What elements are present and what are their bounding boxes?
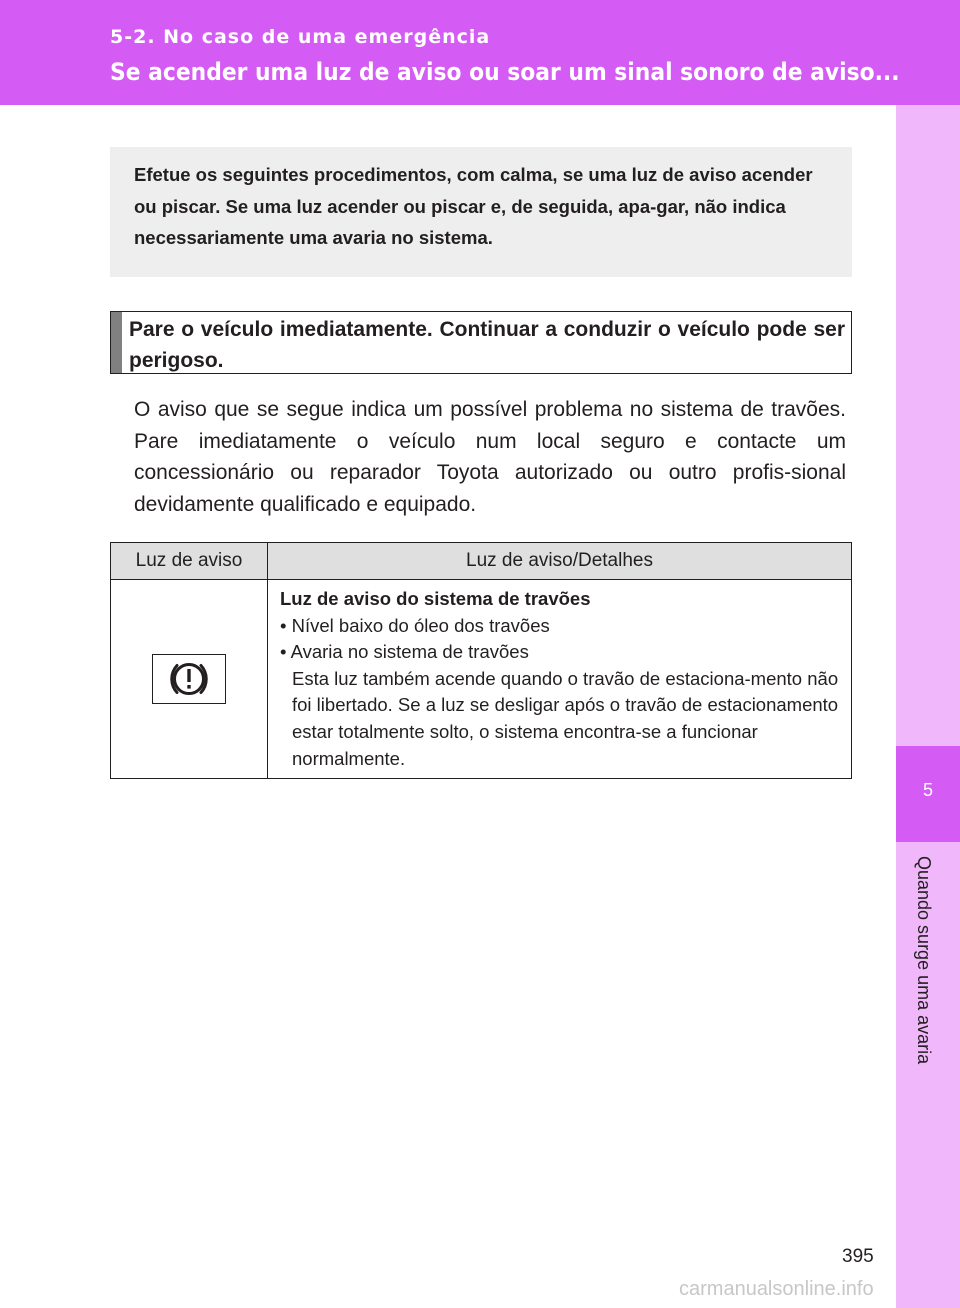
table-header-cell: Luz de aviso bbox=[111, 543, 268, 580]
table-header-row bbox=[111, 543, 852, 580]
list-item: • Avaria no sistema de travões bbox=[280, 641, 529, 663]
warning-box bbox=[110, 311, 852, 374]
list-item: • Nível baixo do óleo dos travões bbox=[280, 614, 550, 636]
page-number: 395 bbox=[842, 1246, 874, 1267]
intro-text: Efetue os seguintes procedimentos, com calma, se uma luz de aviso acender ou piscar. Se uma luz acender ou piscar e, de seguida, apa-gar, não indica necessariamente uma avaria no sistema. bbox=[134, 164, 813, 248]
warning-text: Pare o veículo imediatamente. Continuar a conduzir o veículo pode ser perigoso. bbox=[129, 318, 845, 372]
icon-cell bbox=[111, 580, 268, 779]
table-header-cell: Luz de aviso/Detalhes bbox=[268, 543, 852, 580]
warning-light-table bbox=[110, 542, 852, 779]
body-paragraph: O aviso que se segue indica um possível problema no sistema de travões. Pare imediatamente o veículo num local seguro e contacte um concessionário ou reparador Toyota autorizado ou outro profis-sional devidamente qualificado e equipado. bbox=[134, 398, 846, 516]
detail-note: Esta luz também acende quando o travão de estaciona-mento não foi libertado. Se a luz se desligar após o travão de estacionamento estar totalmente solto, o sistema encontra-se a funcionar normalmente. bbox=[292, 667, 839, 769]
brake-warning-icon bbox=[152, 654, 226, 704]
chapter-number: 5 bbox=[922, 780, 933, 800]
detail-cell bbox=[268, 580, 852, 779]
detail-title: Luz de aviso do sistema de travões bbox=[280, 588, 591, 609]
table-row bbox=[111, 580, 852, 779]
detail-list bbox=[280, 613, 839, 666]
page-title: Se acender uma luz de aviso ou soar um sinal sonoro de aviso... bbox=[110, 58, 900, 86]
chapter-label: Quando surge uma avaria bbox=[914, 856, 934, 1065]
page-header bbox=[0, 0, 960, 105]
section-label: 5-2. No caso de uma emergência bbox=[110, 26, 491, 48]
intro-box bbox=[110, 147, 852, 277]
warning-bar bbox=[111, 312, 122, 373]
watermark: carmanualsonline.info bbox=[679, 1278, 874, 1300]
chapter-side-tab bbox=[896, 105, 960, 1308]
